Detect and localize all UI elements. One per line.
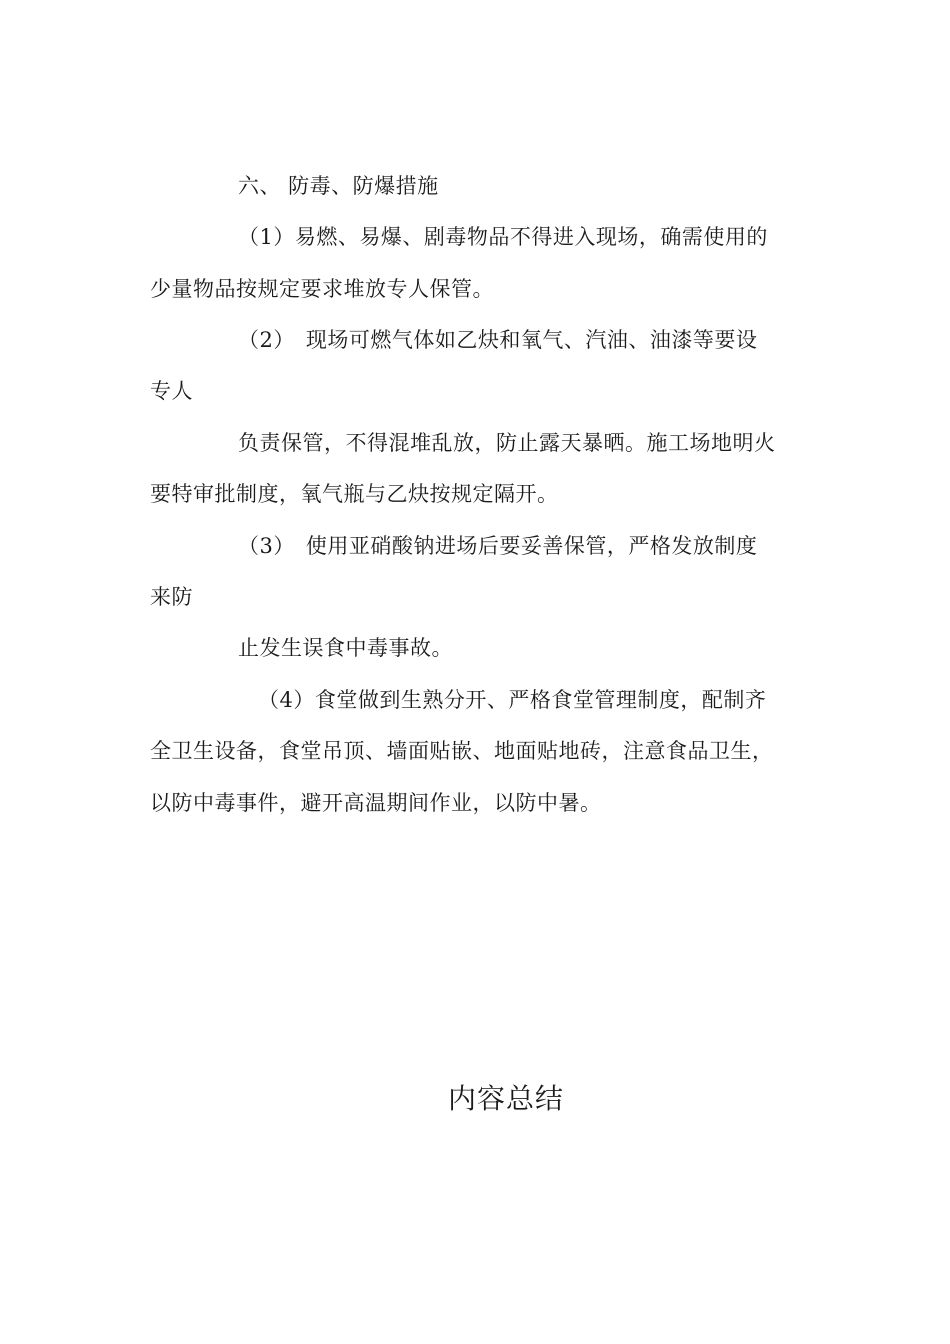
paragraph-5-line-1: 止发生误食中毒事故。 (238, 636, 453, 660)
paragraph-4-line-2: 来防 (150, 585, 193, 609)
paragraph-1-line-2: 少量物品按规定要求堆放专人保管。 (150, 277, 494, 301)
section-heading: 六、 防毒、防爆措施 (238, 174, 439, 198)
paragraph-3-line-1: 负责保管，不得混堆乱放，防止露天暴晒。施工场地明火 (238, 431, 776, 455)
paragraph-2-line-1: （2） 现场可燃气体如乙炔和氧气、汽油、油漆等要设 (238, 328, 758, 352)
paragraph-4-line-1: （3） 使用亚硝酸钠进场后要妥善保管，严格发放制度 (238, 534, 758, 558)
paragraph-6-line-1: （4）食堂做到生熟分开、严格食堂管理制度，配制齐 (258, 688, 767, 712)
paragraph-1-line-1: （1）易燃、易爆、剧毒物品不得进入现场，确需使用的 (238, 225, 768, 249)
paragraph-6-line-3: 以防中毒事件，避开高温期间作业，以防中暑。 (150, 791, 602, 815)
paragraph-2-line-2: 专人 (150, 379, 193, 403)
summary-title: 内容总结 (448, 1082, 565, 1115)
paragraph-6-line-2: 全卫生设备，食堂吊顶、墙面贴嵌、地面贴地砖，注意食品卫生， (150, 739, 774, 763)
paragraph-3-line-2: 要特审批制度，氧气瓶与乙炔按规定隔开。 (150, 482, 559, 506)
